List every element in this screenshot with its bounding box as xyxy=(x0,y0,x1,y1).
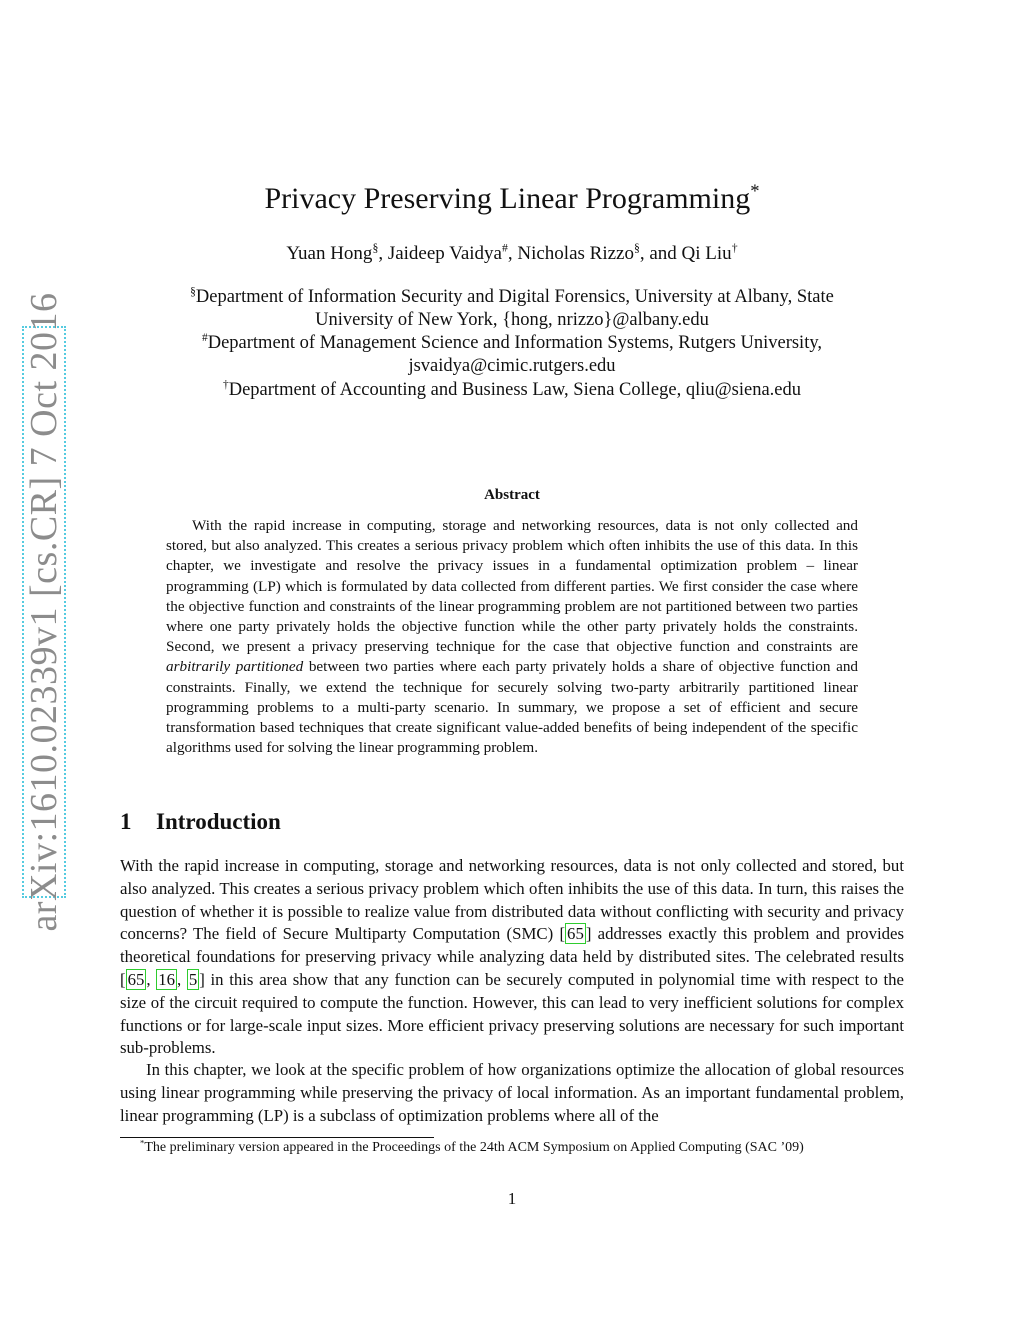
footnote-mark: * xyxy=(140,1137,145,1148)
author-mark: § xyxy=(633,241,640,255)
affiliation-mark: † xyxy=(223,378,229,391)
citation-separator: , xyxy=(146,969,157,989)
affiliation-2 xyxy=(150,332,874,378)
author-list xyxy=(0,243,1024,265)
citation-link[interactable]: 16 xyxy=(158,969,176,989)
affiliation-1 xyxy=(150,286,874,332)
affiliation-3 xyxy=(150,379,874,402)
intro-paragraph-2: In this chapter, we look at the specific problem of how organizations optimize the allocation of global resources using linear programming while preserving the privacy of local information. As an important fundamental problem, linear programming (LP) is a subclass of optimization problems where all of the xyxy=(120,1060,904,1125)
author-name: Nicholas Rizzo xyxy=(517,243,634,264)
abstract-emphasis: arbitrarily partitioned xyxy=(166,658,304,676)
author-mark: # xyxy=(501,241,508,255)
title-text: Privacy Preserving Linear Programming xyxy=(264,182,751,215)
abstract-text xyxy=(166,516,858,758)
author-separator: , xyxy=(378,243,388,264)
paragraph-text: ] addresses exactly this problem and provides theoretical foundations for preserving privacy while analyzing data held by distributed sites. The celebrated results [ xyxy=(120,924,904,989)
paragraph-text: With the rapid increase in computing, storage and networking resources, data is not only collected and stored, but also analyzed. This creates a serious privacy problem which often inhibits the use of this data. In turn, this raises the question of whether it is possible to realize value from distributed data without conflicting with security and privacy concerns? The field of Secure Multiparty Computation (SMC) [ xyxy=(120,856,904,944)
author-mark: § xyxy=(372,241,379,255)
author-separator: , xyxy=(507,243,518,264)
footnote-rule xyxy=(120,1137,434,1138)
affiliation-text: Department of Information Security and Digital Forensics, University at Albany, State University of New York, {hong, nrizzo}@albany.edu xyxy=(195,287,834,330)
citation-separator: , xyxy=(177,969,187,989)
citation-link[interactable]: 65 xyxy=(567,924,584,944)
affiliation-mark: # xyxy=(201,331,208,344)
paragraph-text: ] in this area show that any function can be securely computed in polynomial time with respect to the size of the circuit required to compute the function. However, this can lead to very inefficient solutions for complex functions or for large-scale input sizes. More efficient privacy preserving solutions are necessary for such important sub-problems. xyxy=(120,969,905,1058)
author-name: Qi Liu xyxy=(681,243,732,264)
author-name: Jaideep Vaidya xyxy=(387,243,502,264)
arxiv-identifier: arXiv:1610.02339v1 [cs.CR] 7 Oct 2016 xyxy=(23,292,65,932)
citation-link[interactable]: 5 xyxy=(188,969,198,989)
abstract-part-2: between two parties where each party privately holds a share of objective function and constraints. Finally, we extend the technique for securely solving two-party arbitrarily partitioned linear programming problems to a multi-party scenario. In summary, we propose a set of efficient and secure transformation based techniques that create significant value-added benefits of being independent of the specific algorithms used for solving the linear programming problem. xyxy=(166,658,859,757)
title-footnote-mark: * xyxy=(750,181,760,202)
abstract-heading: Abstract xyxy=(484,487,540,503)
paper-title xyxy=(0,182,1024,216)
author-name: Yuan Hong xyxy=(286,243,373,264)
section-number: 1 xyxy=(120,809,132,834)
author-mark: † xyxy=(731,241,738,255)
footnote-text: The preliminary version appeared in the Proceedings of the 24th ACM Symposium on Applied Computing (SAC ’09) xyxy=(144,1140,804,1155)
page-number: 1 xyxy=(507,1189,517,1208)
footnote xyxy=(140,1137,804,1156)
affiliation-text: Department of Management Science and Information Systems, Rutgers University, jsvaidya@cimic.rutgers.edu xyxy=(207,333,823,376)
section-title: Introduction xyxy=(156,809,281,834)
section-heading xyxy=(120,809,281,835)
author-separator: , and xyxy=(639,243,682,264)
intro-paragraph-1 xyxy=(120,855,904,1060)
affiliation-text: Department of Accounting and Business Law, Siena College, qliu@siena.edu xyxy=(228,380,801,400)
abstract-part-1: With the rapid increase in computing, storage and networking resources, data is not only collected and stored, but also analyzed. This creates a serious privacy problem which often inhibits the use of this data. In this chapter, we investigate and resolve the privacy issues in a fundamental optimization problem – linear programming (LP) which is formulated by data collected from different parties. We first consider the case where the objective function and constraints of the linear programming problem are not partitioned between two parties where one party privately holds the objective function while the other party privately holds the constraints. Second, we present a privacy preserving technique for the case that objective function and constraints are xyxy=(166,517,858,656)
citation-link[interactable]: 65 xyxy=(127,969,145,989)
affiliation-mark: § xyxy=(190,285,196,298)
